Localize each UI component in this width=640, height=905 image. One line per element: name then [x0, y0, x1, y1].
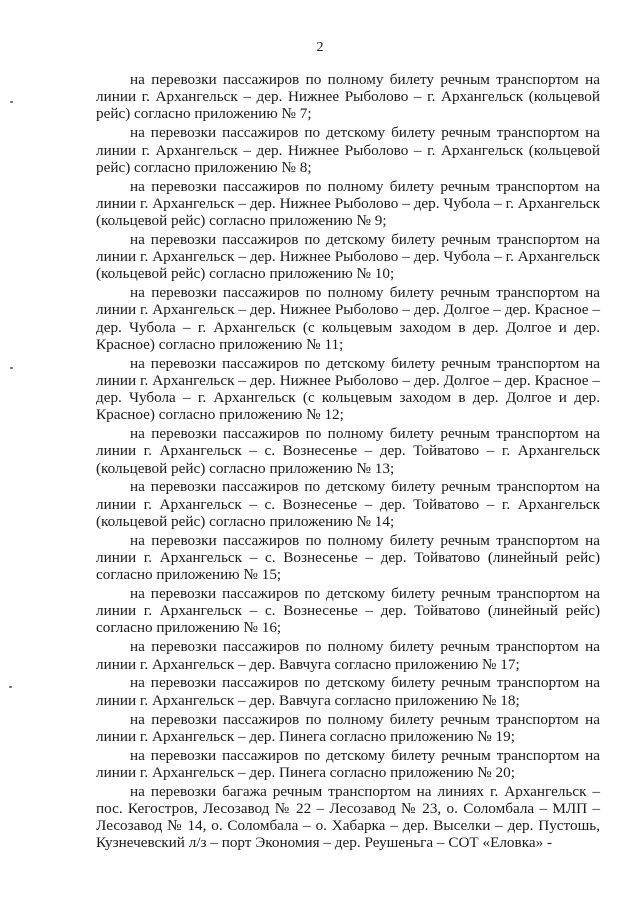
paragraph-tariff-20: на перевозки пассажиров по детскому билету речным транспортом на линии г. Архангельск – дер. Пинега согласно приложению № 20;: [96, 746, 600, 781]
paragraph-tariff-18: на перевозки пассажиров по детскому билету речным транспортом на линии г. Архангельск – дер. Вавчуга согласно приложению № 18;: [96, 674, 600, 709]
paragraph-tariff-16: на перевозки пассажиров по детскому билету речным транспортом на линии г. Архангельск – с. Вознесенье – дер. Тойватово (линейный рейс) согласно приложению № 16;: [96, 585, 600, 637]
paragraph-tariff-8: на перевозки пассажиров по детскому билету речным транспортом на линии г. Архангельск – дер. Нижнее Рыболово – г. Архангельск (кольцевой рейс) согласно приложению № 8;: [96, 124, 600, 176]
paragraph-tariff-12: на перевозки пассажиров по детскому билету речным транспортом на линии г. Архангельск – дер. Нижнее Рыболово – дер. Долгое – дер. Красное – дер. Чубола – г. Архангельск (с кольцевым заходом в дер. Долгое и дер. Красное) согласно приложению № 12;: [96, 354, 600, 424]
paragraph-tariff-11: на перевозки пассажиров по полному билету речным транспортом на линии г. Архангельск – дер. Нижнее Рыболово – дер. Долгое – дер. Красное – дер. Чубола – г. Архангельск (с кольцевым заходом в дер. Долгое и дер. Красное) согласно приложению № 11;: [96, 284, 600, 353]
paragraph-baggage: на перевозки багажа речным транспортом на линиях г. Архангельск – пос. Кегостров, Лесозавод № 22 – Лесозавод № 23, о. Соломбала – МЛП – Лесозавод № 14, о. Соломбала – о. Хабарка – дер. Выселки – дер. Пустошь, Кузнечевский л/з – порт Экономия – дер. Реушеньга – СОТ «Еловка» -: [96, 782, 600, 852]
paragraph-tariff-19: на перевозки пассажиров по полному билету речным транспортом на линии г. Архангельск – дер. Пинега согласно приложению № 19;: [96, 710, 600, 745]
paragraph-tariff-13: на перевозки пассажиров по полному билету речным транспортом на линии г. Архангельск – с. Вознесенье – дер. Тойватово – г. Архангельск (кольцевой рейс) согласно приложению № 13;: [96, 425, 600, 477]
document-body: [96, 71, 600, 853]
paragraph-tariff-10: на перевозки пассажиров по детскому билету речным транспортом на линии г. Архангельск – дер. Нижнее Рыболово – дер. Чубола – г. Архангельск (кольцевой рейс) согласно приложению № 10;: [96, 230, 600, 283]
paragraph-tariff-14: на перевозки пассажиров по детскому билету речным транспортом на линии г. Архангельск – с. Вознесенье – дер. Тойватово – г. Архангельск (кольцевой рейс) согласно приложению № 14;: [96, 478, 600, 530]
paragraph-tariff-15: на перевозки пассажиров по полному билету речным транспортом на линии г. Архангельск – с. Вознесенье – дер. Тойватово (линейный рейс) согласно приложению № 15;: [96, 531, 600, 584]
scan-mark: [10, 101, 13, 103]
scan-mark: [10, 367, 13, 369]
scan-mark: [9, 686, 12, 688]
paragraph-tariff-9: на перевозки пассажиров по полному билету речным транспортом на линии г. Архангельск – дер. Нижнее Рыболово – дер. Чубола – г. Архангельск (кольцевой рейс) согласно приложению № 9;: [96, 177, 600, 229]
paragraph-tariff-7: на перевозки пассажиров по полному билету речным транспортом на линии г. Архангельск – дер. Нижнее Рыболово – г. Архангельск (кольцевой рейс) согласно приложению № 7;: [96, 71, 600, 123]
paragraph-tariff-17: на перевозки пассажиров по полному билету речным транспортом на линии г. Архангельск – дер. Вавчуга согласно приложению № 17;: [96, 638, 600, 673]
page-number: 2: [316, 40, 324, 55]
